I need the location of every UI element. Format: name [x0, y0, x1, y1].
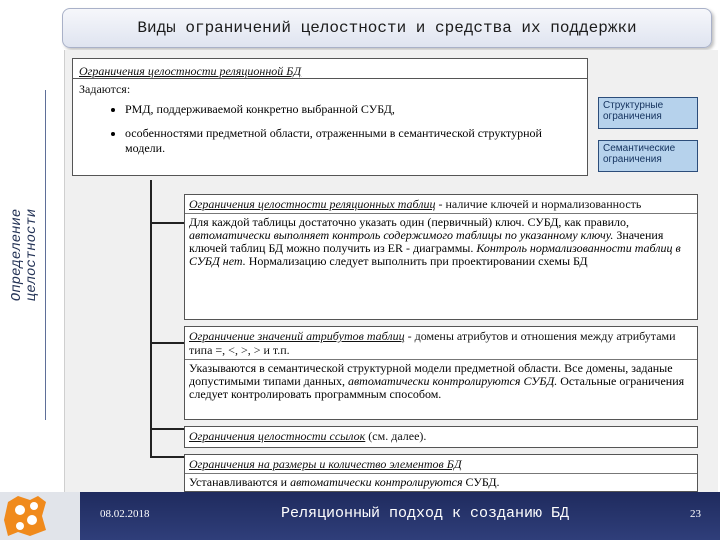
attribute-constraints-text-2: автоматически контролируются СУБД. — [347, 374, 558, 388]
attribute-constraints-text-3: Остальные ограничения следует контролировать программным способом. — [189, 374, 685, 401]
tree-connector-1 — [150, 222, 184, 224]
table-constraints-text-2: автоматически выполняет контроль содержимого таблицы по указанному ключу. — [189, 228, 614, 242]
tree-connector-4 — [150, 456, 184, 458]
structural-constraints-tag: Структурные ограничения — [598, 97, 698, 129]
size-constraints-text-2: автоматически контролируются — [290, 475, 463, 489]
tree-connector-3 — [150, 428, 184, 430]
bullet-rmd: • РМД, поддерживаемой конкретно выбранной СУБД, — [125, 102, 581, 117]
table-constraints-body — [185, 214, 697, 270]
footer-date: 08.02.2018 — [100, 508, 150, 520]
table-constraints-heading: Ограничения целостности реляционных таблиц — [189, 197, 436, 211]
integrity-constraints-header — [73, 59, 587, 79]
bullet-list — [79, 102, 581, 156]
table-constraints-text-1: Для каждой таблицы достаточно указать один (первичный) ключ. СУБД, как правило, — [189, 215, 630, 229]
side-label-line2: целостности — [24, 208, 41, 302]
attribute-constraints-header — [185, 327, 697, 360]
footer-logo — [0, 492, 80, 540]
size-constraints-body — [185, 474, 697, 491]
footer-title: Реляционный подход к созданию БД — [280, 505, 570, 522]
table-constraints-text-5: Нормализацию следует выполнить при проектировании схемы БД — [245, 254, 588, 268]
reference-constraints-heading: Ограничения целостности ссылок — [189, 429, 366, 443]
table-constraints-header — [185, 195, 697, 214]
integrity-constraints-box — [72, 58, 588, 176]
puzzle-logo-icon — [0, 492, 80, 540]
side-divider — [45, 90, 46, 420]
table-constraints-section — [184, 194, 698, 320]
attribute-constraints-heading: Ограничение значений атрибутов таблиц — [189, 329, 405, 343]
side-label — [3, 90, 47, 420]
size-constraints-text-3: СУБД. — [462, 475, 500, 489]
size-constraints-section — [184, 454, 698, 492]
integrity-constraints-heading: Ограничения целостности реляционной БД — [79, 64, 302, 78]
reference-constraints-heading-tail: (см. далее). — [365, 429, 427, 443]
attribute-constraints-body — [185, 360, 697, 403]
size-constraints-header — [185, 455, 697, 474]
page-number: 23 — [690, 508, 701, 520]
table-constraints-text-4: Контроль нормализованности таблиц в СУБД нет. — [189, 241, 681, 268]
tree-connector-2 — [150, 342, 184, 344]
slide-title: Виды ограничений целостности и средства их поддержки — [62, 8, 712, 48]
table-constraints-text-3: Значения ключей таблиц БД можно получить из ER - диаграммы. — [189, 228, 664, 255]
intro-text: Задаются: — [79, 82, 131, 96]
attribute-constraints-heading-tail: - домены атрибутов и отношения между атрибутами типа =, <, >, > и т.п. — [189, 329, 676, 357]
size-constraints-heading: Ограничения на размеры и количество элементов БД — [189, 457, 462, 471]
bullet-domain: • особенностями предметной области, отраженными в семантической структурной модели. — [125, 126, 581, 156]
reference-constraints-header — [185, 427, 697, 445]
attribute-constraints-section — [184, 326, 698, 420]
reference-constraints-section — [184, 426, 698, 448]
semantic-constraints-tag: Семантические ограничения — [598, 140, 698, 172]
table-constraints-heading-tail: - наличие ключей и нормализованность — [435, 197, 642, 211]
side-label-line1: Определение — [9, 208, 26, 302]
size-constraints-text-1: Устанавливаются и — [189, 475, 291, 489]
attribute-constraints-text-1: Указываются в семантической структурной модели предметной области. Все домены, заданые допустимыми типами данных, — [189, 361, 673, 388]
